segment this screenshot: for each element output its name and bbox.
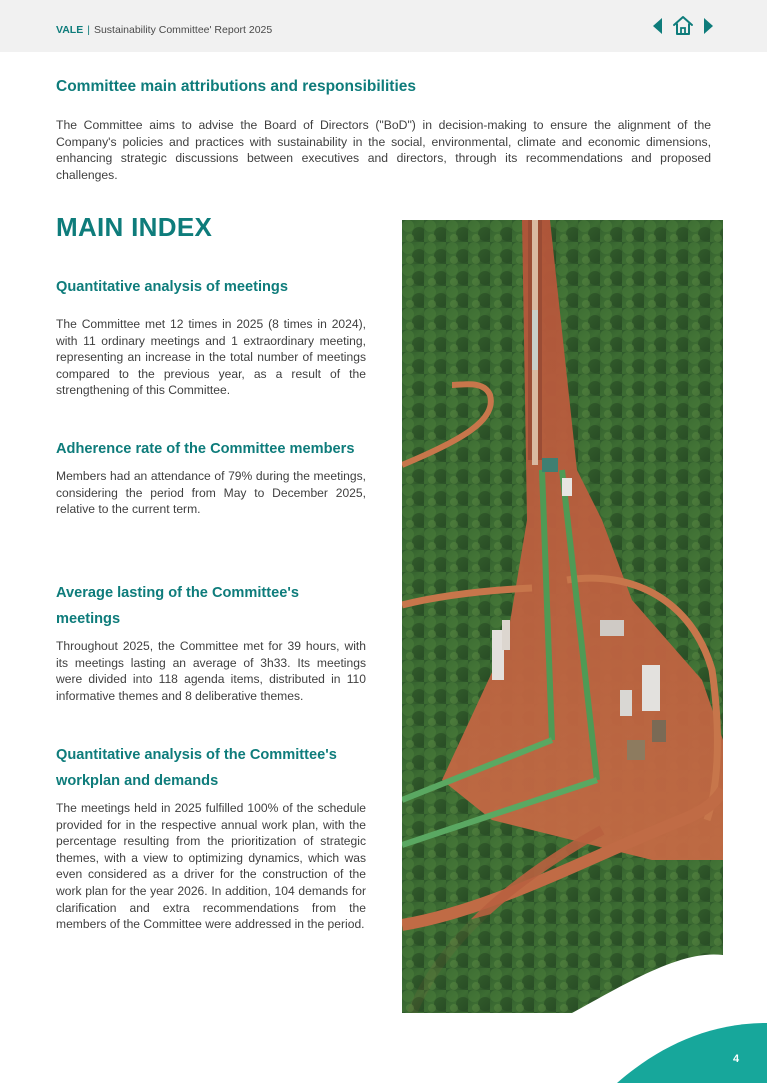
block-heading: Average lasting of the Committee's meetings xyxy=(56,585,299,627)
average-lasting-block xyxy=(56,580,366,704)
intro-paragraph: The Committee aims to advise the Board of Directors ("BoD") in decision-making to ensure the alignment of the Company's policies and practices with sustainability in the social, environmental, climate and economic dimensions, enhancing strategic discussions between executives and directors, through its recommendations and proposed challenges. xyxy=(56,118,711,182)
brand-name: VALE xyxy=(56,24,84,36)
block-heading: Adherence rate of the Committee members xyxy=(56,441,355,457)
next-page-icon[interactable] xyxy=(703,15,715,37)
previous-page-icon[interactable] xyxy=(651,15,663,37)
aerial-mining-photo xyxy=(402,220,723,1013)
block-text: The meetings held in 2025 fulfilled 100% of the schedule provided for in the respective annual work plan, with the percentage resulting from the prioritization of strategic themes, with a view to optimizing dynamics, which was even considered as a driver for the construction of the work plan for the year 2026. In addition, 104 demands for clarification and extra recommendations from the members of the Committee were addressed in the period. xyxy=(56,801,366,932)
teal-corner-shape xyxy=(617,1023,767,1083)
main-index-title: MAIN INDEX xyxy=(56,212,213,242)
block-text: Throughout 2025, the Committee met for 39 hours, with its meetings lasting an average of 3h33. Its meetings were divided into 118 agenda items, distributed in 110 informative themes and 8 deliberative themes. xyxy=(56,639,366,703)
page-number: 4 xyxy=(733,1053,740,1065)
adherence-rate-block xyxy=(56,436,366,518)
meetings-analysis-block xyxy=(56,274,366,399)
block-text: The Committee met 12 times in 2025 (8 times in 2024), with 11 ordinary meetings and 1 extraordinary meeting, representing an increase in the total number of meetings compared to the previous year, as a result of the strengthening of this Committee. xyxy=(56,317,366,398)
header-separator: | xyxy=(87,24,90,36)
home-icon[interactable] xyxy=(671,14,695,38)
block-heading: Quantitative analysis of the Committee's workplan and demands xyxy=(56,747,337,789)
block-text: Members had an attendance of 79% during the meetings, considering the period from May to December 2025, relative to the current term. xyxy=(56,469,366,517)
running-header xyxy=(56,24,272,36)
workplan-analysis-block xyxy=(56,742,366,933)
block-heading: Quantitative analysis of meetings xyxy=(56,279,288,295)
section-title: Committee main attributions and responsibilities xyxy=(56,78,416,95)
report-title: Sustainability Committee' Report 2025 xyxy=(93,24,273,36)
